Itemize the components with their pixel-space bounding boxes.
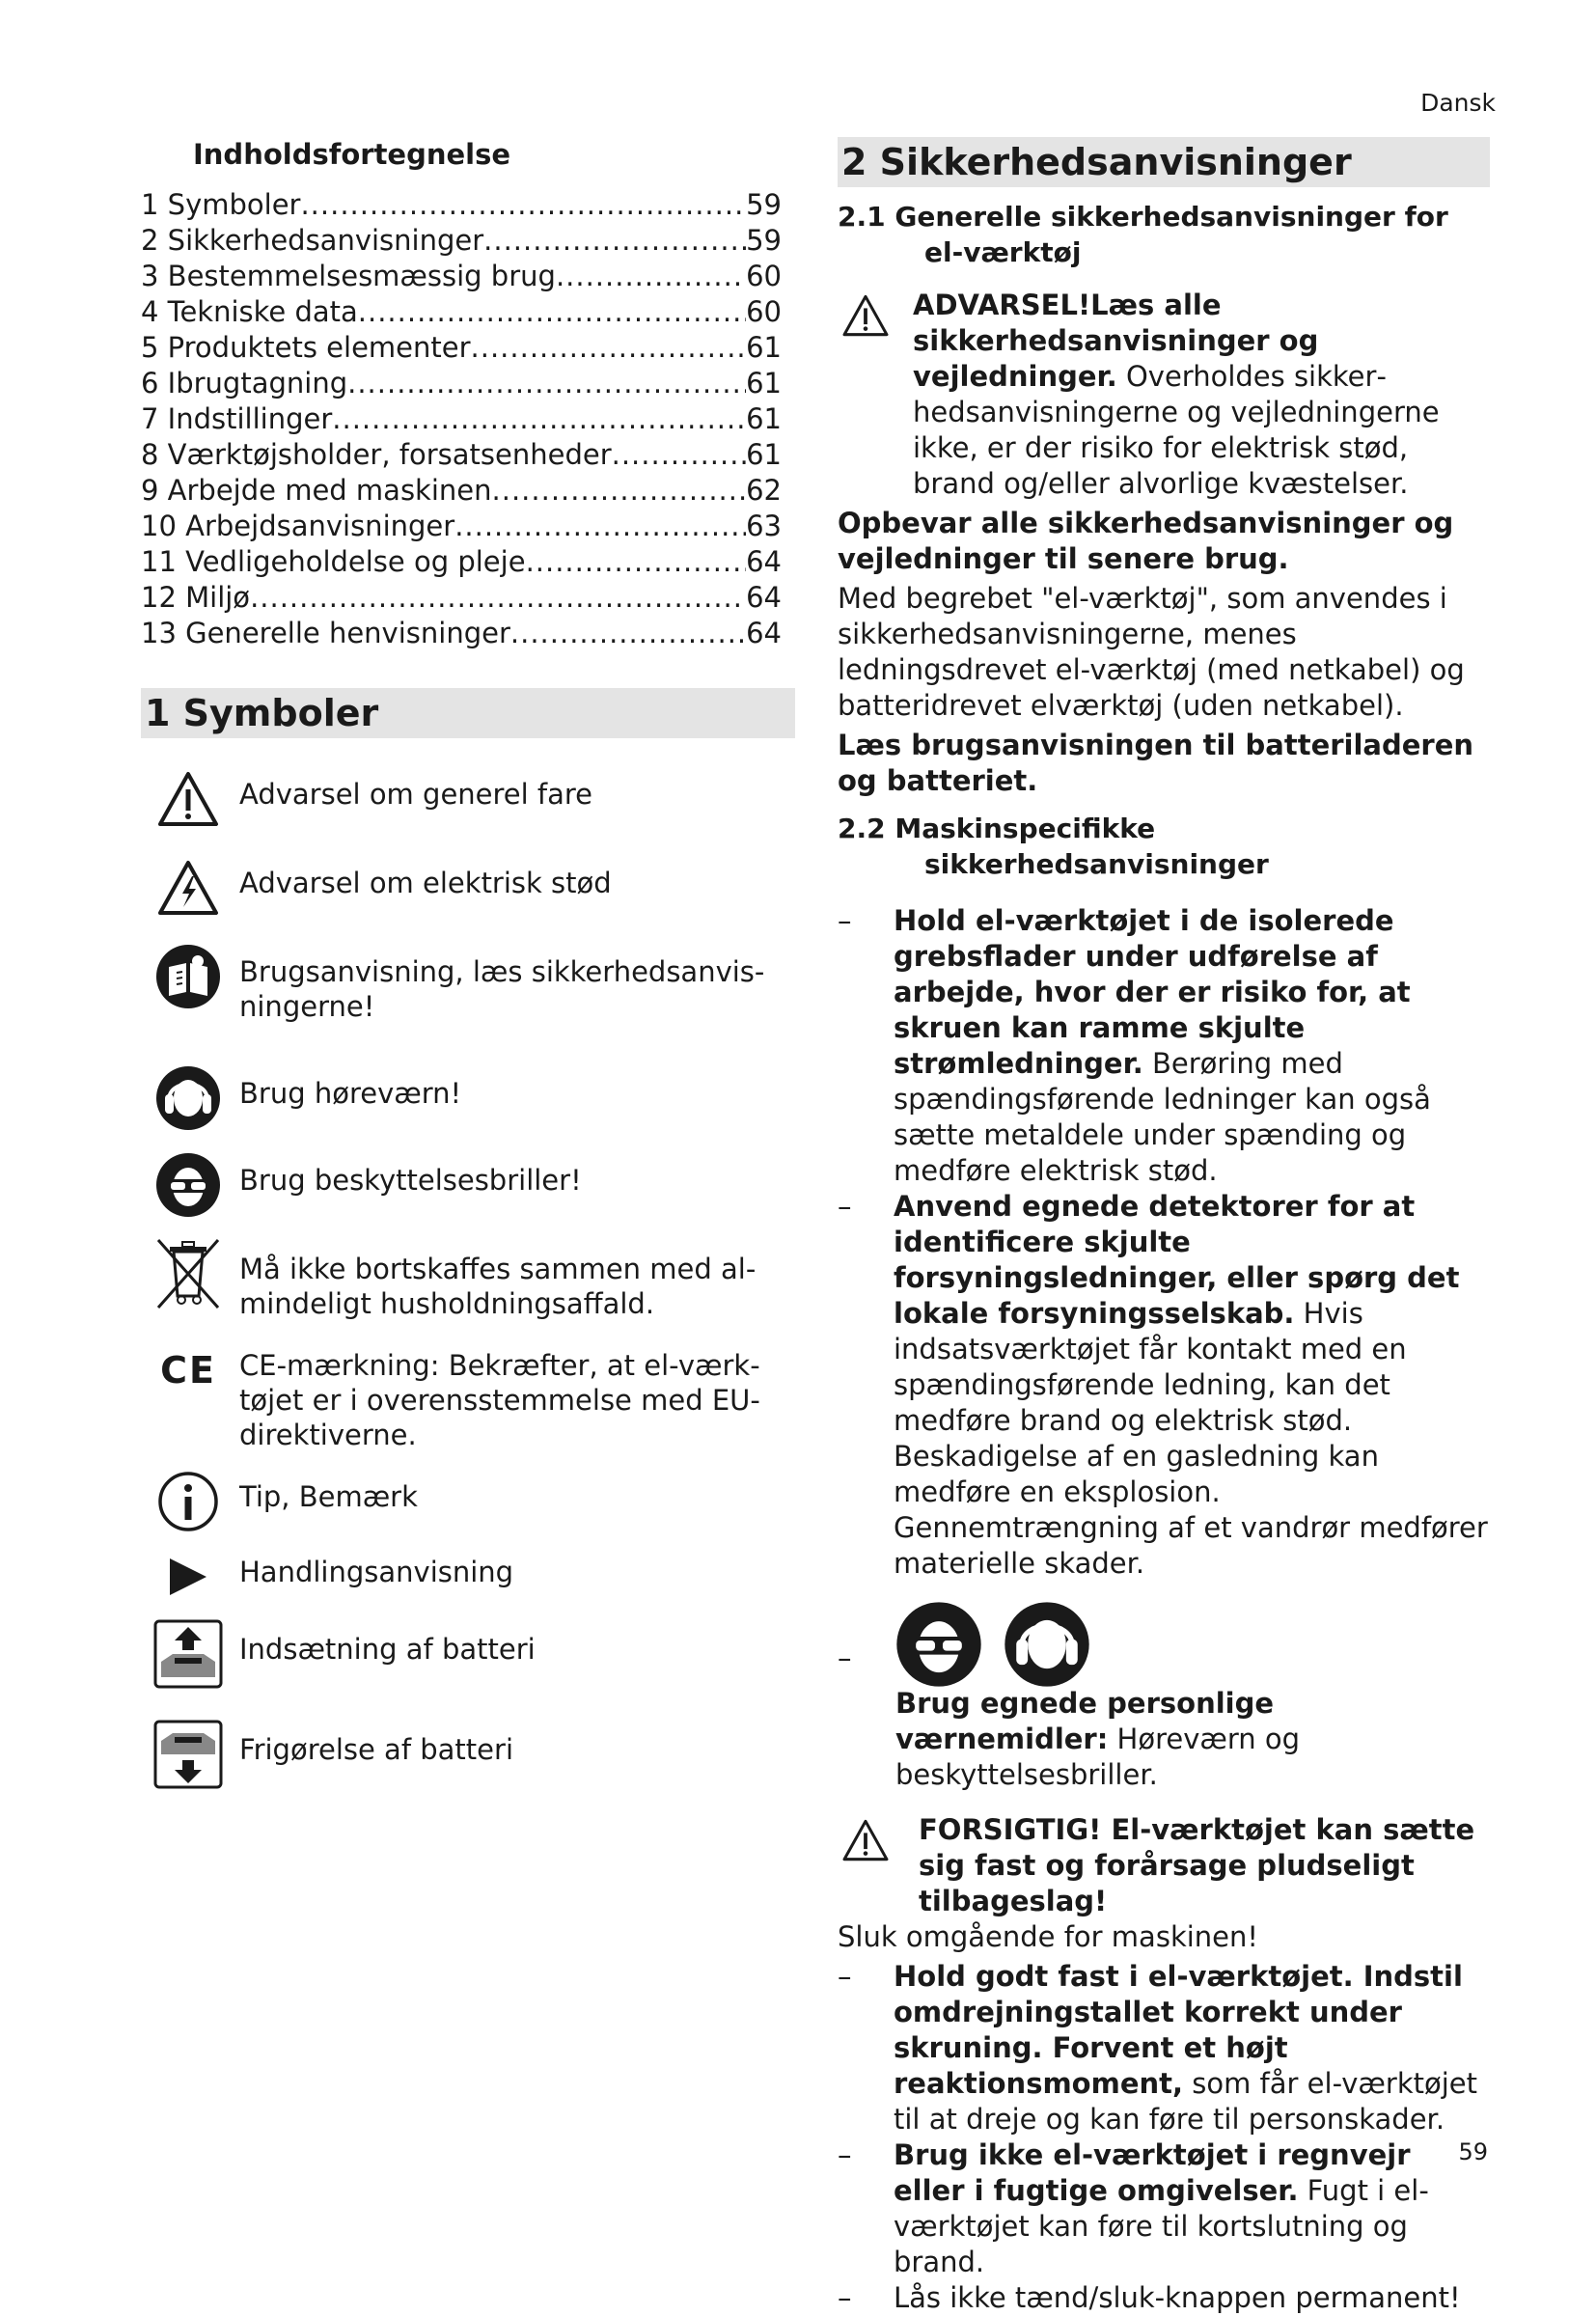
warning-triangle-icon: [841, 1818, 890, 1871]
toc-entry[interactable]: 2 Sikkerhedsanvisninger ..... 59: [141, 223, 782, 259]
toc-entry[interactable]: 8 Værktøjsholder, forsatsenheder ..... 61: [141, 437, 782, 473]
symbol-row: [141, 1062, 795, 1149]
symbol-description: Må ikke bortskaffes sammen med almindeligt husholdningsaffald.: [239, 1253, 757, 1320]
symbol-description: CE-mærkning: Bekræfter, at el-værktøjet er i overensstemmelse med EU-direktiverne.: [239, 1349, 760, 1451]
symbol-row: [141, 1618, 795, 1719]
subsection-2-1-heading: 2.1 Generelle sikkerhedsanvisninger for el-værktøj: [838, 201, 1448, 268]
ear-protection-icon: [1004, 1601, 1090, 1688]
toc-entry[interactable]: 6 Ibrugtagning ..... 61: [141, 366, 782, 401]
left-column: [141, 135, 795, 1806]
info-icon: [152, 1466, 224, 1537]
symbol-description: Handlingsanvisning: [239, 1556, 514, 1588]
crossed-bin-icon: [152, 1238, 224, 1310]
toc-entry[interactable]: 9 Arbejde med maskinen ..... 62: [141, 473, 782, 509]
toc-entry[interactable]: 13 Generelle henvisninger ..... 64: [141, 616, 782, 651]
read-manual-icon: [152, 941, 224, 1012]
ce-mark-icon: CE: [160, 1349, 216, 1392]
symbol-row: [141, 1466, 795, 1541]
warning-triangle-icon: [152, 763, 224, 835]
language-label: Dansk: [1420, 89, 1496, 117]
handling-list: [838, 1959, 1490, 2316]
battery-release-icon: [152, 1719, 224, 1790]
symbol-description: Brug høreværn!: [239, 1077, 462, 1110]
machine-safety-list: [838, 903, 1490, 1582]
caution-paragraph: FORSIGTIG! El-værktøjet kan sætte sig fast og forårsage pludseligt tilbageslag! Sluk omgående for maskinen!: [838, 1813, 1475, 1953]
warning-triangle-icon: [841, 293, 890, 346]
keep-instructions-text: Opbevar alle sikkerhedsanvisninger og vejledninger til senere brug.: [838, 507, 1454, 575]
toc-entry[interactable]: 11 Vedligeholdelse og pleje ..... 64: [141, 544, 782, 580]
symbol-description: Frigørelse af batteri: [239, 1733, 513, 1766]
list-item: – Brug ikke el-værktøjet i regnvejr eller i fugtige omgivelser. Fugt i el-værktøjet kan føre til kortslutning og brand.: [838, 2138, 1429, 2278]
toc-entry[interactable]: 7 Indstillinger ..... 61: [141, 401, 782, 437]
toc-entry[interactable]: 5 Produktets elementer ..... 61: [141, 330, 782, 366]
symbol-row: [141, 763, 795, 852]
definition-text: Med begrebet "el-værktøj", som anvendes i sikkerhedsanvisningerne, menes ledningsdrevet el-værktøj (med netkabel) og batteridrevet elværktøj (uden netkabel).: [838, 582, 1465, 722]
ppe-icons: –: [838, 1591, 1490, 1680]
symbol-row: [141, 1335, 795, 1466]
safety-goggles-icon: [152, 1149, 224, 1221]
symbol-row: [141, 1238, 795, 1335]
symbol-row: [141, 852, 795, 941]
symbol-row: [141, 1149, 795, 1238]
battery-insert-icon: [152, 1618, 224, 1690]
symbol-list: [141, 763, 795, 1806]
list-item: – Hold el-værktøjet i de isolerede grebsflader under udførelse af arbejde, hvor der er risiko for, at skruen kan ramme skjulte strømledninger. Berøring med spændingsførende ledninger kan også sætte metaldele under spænding og medføre elektrisk stød.: [838, 904, 1431, 1187]
symbol-description: Brug beskyttelsesbriller!: [239, 1164, 582, 1197]
list-item: – Anvend egnede detektorer for at identificere skjulte forsyningsledninger, eller spørg det lokale forsyningsselskab. Hvis indsatsværktøjet får kontakt med en spændingsførende ledning, kan det medføre brand og elektrisk stød. Beskadigelse af en gasledning kan medføre en eksplosion. Gennemtrængning af et vandrør medfører materielle skader.: [838, 1190, 1488, 1580]
symbol-row: [141, 1541, 795, 1618]
electric-shock-warning-icon: [152, 852, 224, 924]
ppe-text: Brug egnede personlige værnemidler: Høreværn og beskyttelsesbriller.: [895, 1687, 1301, 1791]
toc-entry[interactable]: 12 Miljø ..... 64: [141, 580, 782, 616]
right-column: [838, 137, 1490, 2316]
play-arrow-icon: [152, 1541, 224, 1613]
symbol-description: Advarsel om elektrisk stød: [239, 867, 612, 899]
symbol-description: Tip, Bemærk: [239, 1480, 418, 1513]
warning-paragraph: ADVARSEL!Læs alle sikkerhedsanvisninger og vejledninger. Overholdes sikkerhedsanvisningerne og vejledningerne ikke, er der risiko for elektrisk stød, brand og/eller alvorlige kvæstelser.: [838, 288, 1490, 502]
page-number: 59: [1458, 2138, 1488, 2165]
toc-entry[interactable]: 10 Arbejdsanvisninger ..... 63: [141, 509, 782, 544]
section-heading-safety: 2 Sikkerhedsanvisninger: [838, 137, 1490, 187]
section-heading-symbols: 1 Symboler: [141, 688, 795, 738]
toc-entry[interactable]: 3 Bestemmelsesmæssig brug ..... 60: [141, 259, 782, 294]
toc-title: Indholdsfortegnelse: [193, 138, 511, 171]
symbol-description: Indsætning af batteri: [239, 1633, 536, 1666]
toc-entry[interactable]: 1 Symboler ..... 59: [141, 187, 782, 223]
symbol-row: [141, 1719, 795, 1806]
subsection-2-2-heading: 2.2 Maskinspecifikke sikkerhedsanvisninger: [838, 813, 1269, 880]
ear-protection-icon: [152, 1062, 224, 1134]
table-of-contents: [141, 187, 795, 651]
toc-entry[interactable]: 4 Tekniske data ..... 60: [141, 294, 782, 330]
list-item: – Hold godt fast i el-værktøjet. Indstil omdrejningstallet korrekt under skruning. Forvent et højt reaktionsmoment, som får el-værktøjet til at dreje og kan føre til personskader.: [838, 1960, 1477, 2136]
read-charger-text: Læs brugsanvisningen til batteriladeren og batteriet.: [838, 729, 1474, 797]
symbol-row: [141, 941, 795, 1062]
safety-goggles-icon: [895, 1601, 982, 1688]
list-item: – Lås ikke tænd/sluk-knappen permanent!: [838, 2281, 1461, 2314]
symbol-description: Brugsanvisning, læs sikkerhedsanvisningerne!: [239, 955, 765, 1023]
symbol-description: Advarsel om generel fare: [239, 778, 593, 811]
